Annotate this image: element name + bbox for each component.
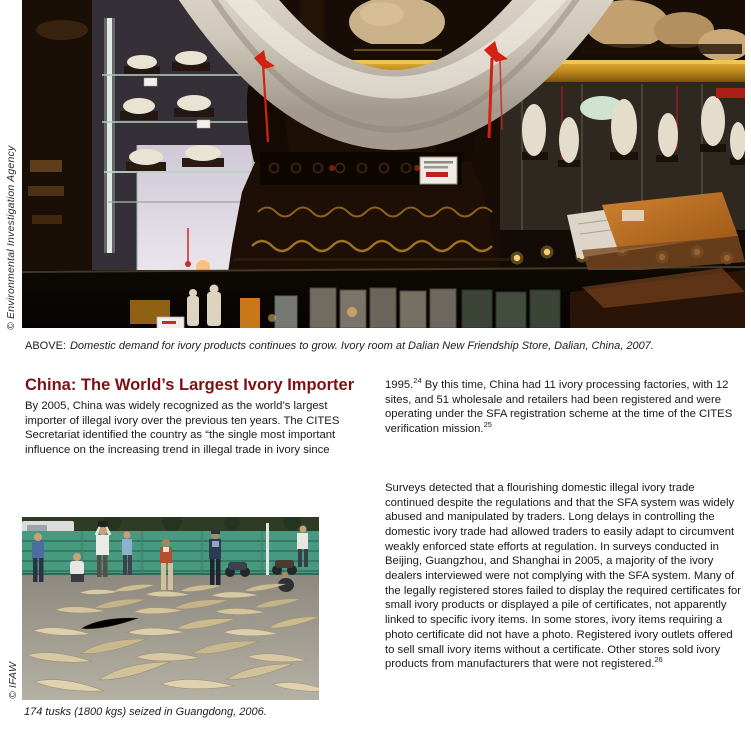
footnote-ref-24: 24 (413, 376, 422, 386)
para2-text: Surveys detected that a flourishing domestic illegal ivory trade continued despite the regulations and that the SFA system was widely abused and manipulated by traders. Long delays in controlling the domestic ivory trade had allowed traders to easily adapt to circumvent weakly enforced state efforts at regulation. In surveys conducted in Beijing, Guangzhou, and Shanghai in 2005, a majority of the ivory dealers interviewed were not complying with the SFA system. Many of the legally registered stores failed to display the required certificates for small ivory products or displayed a pile of certificates, not apparently linked to specific ivory items. In some stores, ivory items requiring a photo certificate did not have a photo. Registered ivory outlets offered to sell small ivory items without a certificate. Other stores sold ivory products from manufacturers that were not registered. (385, 481, 742, 671)
footnote-ref-26: 26 (654, 655, 663, 665)
photo-credit-eia: © Environmental Investigation Agency (5, 145, 17, 330)
right-display-cabinets (500, 82, 745, 275)
right-column (385, 376, 743, 672)
top-photo-caption (25, 340, 740, 352)
ivory-room-illustration (22, 0, 745, 328)
right-paragraph-1 (385, 378, 743, 437)
right-paragraph-2 (385, 481, 743, 672)
photo-credit-ifaw: © IFAW (7, 661, 19, 699)
white-pole (266, 523, 269, 577)
section-heading: China: The World’s Largest Ivory Importer (25, 376, 355, 394)
para1-text-2: By this time, China had 11 ivory processing factories, with 12 sites, and 51 wholesale and retailers had been registered and were operating under the SFA registration scheme at the time of the CITES verification mission. (385, 379, 733, 436)
left-paragraph: By 2005, China was widely recognized as the world’s largest importer of illegal ivory over the previous ten years. The CITES Secretariat identified the country as “the single most important influence on the increasing trend in illegal trade in ivory since (25, 400, 340, 457)
bottom-photo-caption: 174 tusks (1800 kgs) seized in Guangdong, 2006. (24, 706, 267, 718)
counter-items (22, 267, 745, 328)
seized-tusks-photo (22, 517, 319, 700)
caption-text: Domestic demand for ivory products continues to grow. Ivory room at Dalian New Friendship Store, Dalian, China, 2007. (69, 340, 654, 352)
seized-tusks-illustration (22, 517, 319, 700)
caption-prefix: ABOVE: (25, 340, 66, 352)
para1-text-1: 1995. (385, 379, 414, 391)
footnote-ref-25: 25 (483, 420, 492, 430)
ivory-room-photo (22, 0, 745, 328)
left-column (25, 376, 369, 458)
